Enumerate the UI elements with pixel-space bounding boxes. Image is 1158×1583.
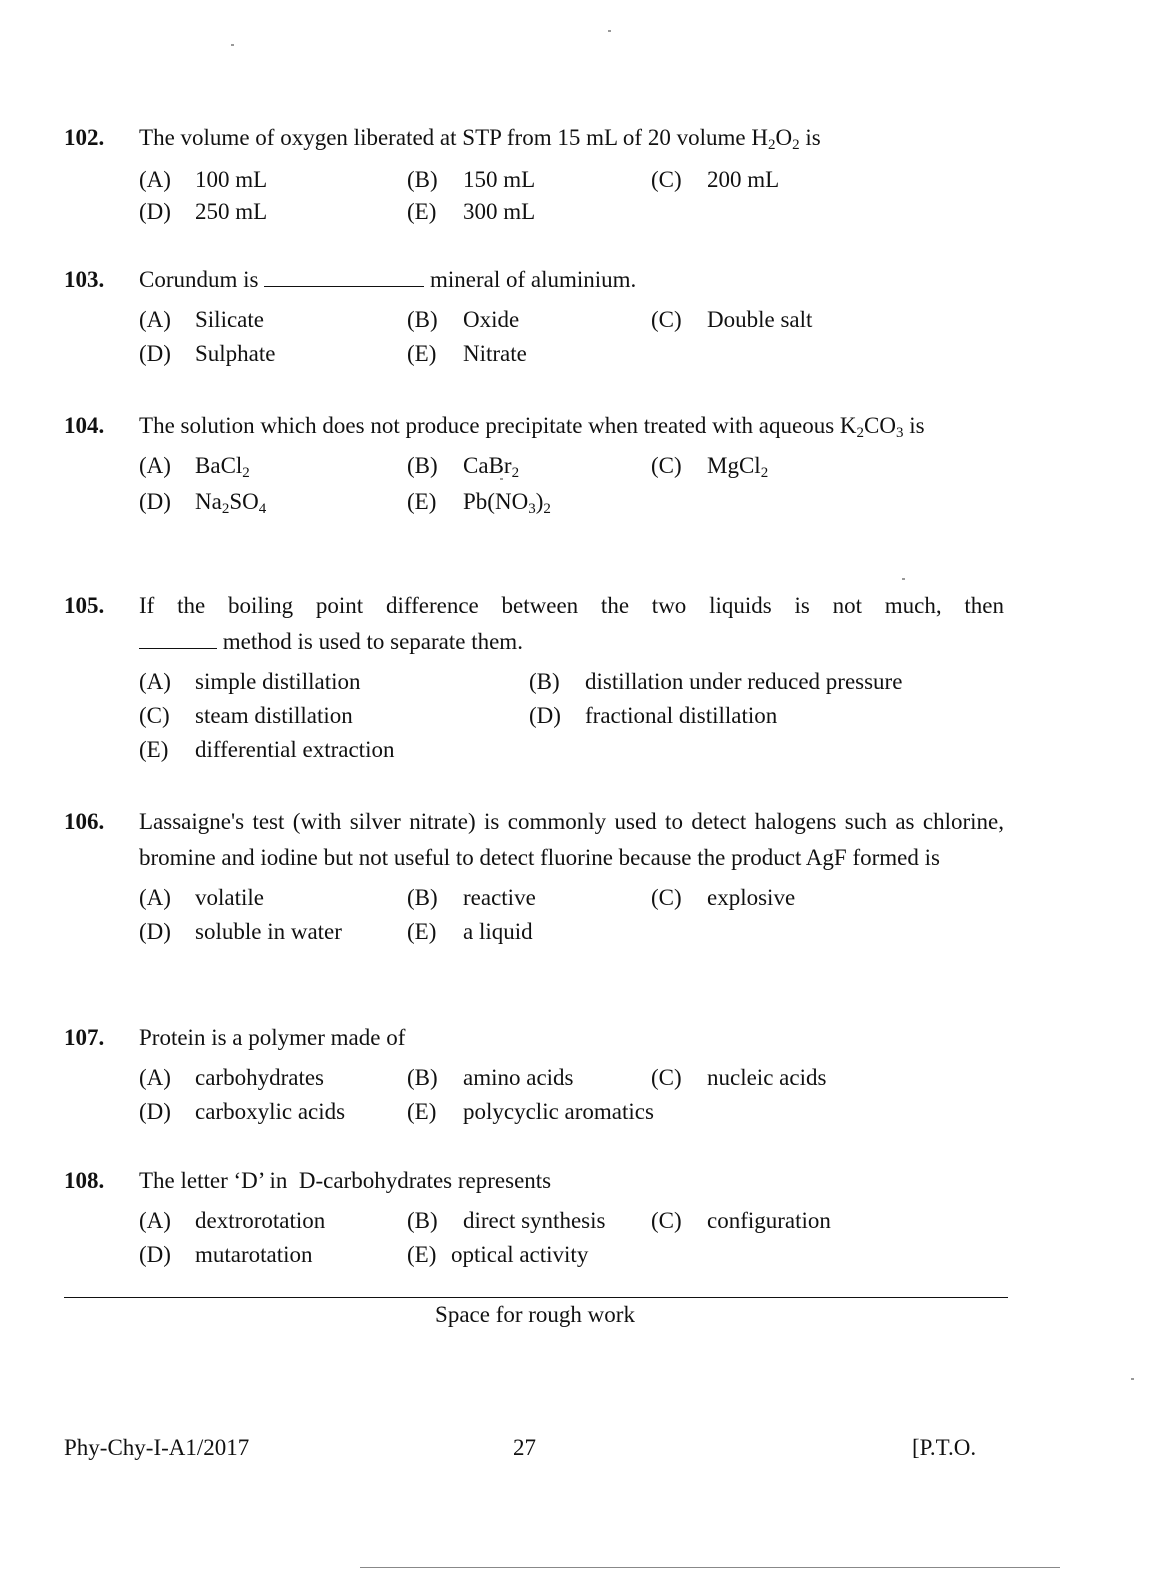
options-row [139, 1060, 1004, 1096]
options-row [139, 194, 1004, 230]
question-number: 104. [64, 413, 105, 438]
option-c[interactable]: (C) configuration [651, 1208, 831, 1233]
question-107 [64, 1020, 1004, 1130]
question-number: 106. [64, 809, 105, 834]
option-e[interactable]: (E) differential extraction [139, 737, 395, 762]
options-row [139, 162, 1004, 198]
options-row [139, 336, 1004, 372]
question-number: 103. [64, 267, 105, 292]
option-c[interactable]: (C) MgCl$_2$ [651, 453, 769, 481]
option-d[interactable]: (D) carboxylic acids [139, 1099, 346, 1124]
option-e[interactable]: (E) optical activity [407, 1242, 589, 1267]
scan-speck [608, 30, 611, 32]
question-text: The volume of oxygen liberated at STP from 15 mL of 20 volume $H_2O_2$ is [139, 125, 821, 153]
option-c[interactable]: (C) steam distillation [139, 703, 353, 728]
question-text: Lassaigne's test (with silver nitrate) is commonly used to detect halogens such as chlorine, bromine and iodine but not useful to detect fluorine because the product AgF formed is [139, 809, 1004, 870]
option-c[interactable]: (C) nucleic acids [651, 1065, 827, 1090]
question-104 [64, 408, 1004, 520]
option-a[interactable]: (A) carbohydrates [139, 1065, 324, 1090]
question-text: Corundum is mineral of aluminium. [139, 267, 637, 292]
option-e[interactable]: (E) $Pb(NO_3)_2$ [407, 489, 551, 517]
question-number: 107. [64, 1025, 105, 1050]
rough-work-label: Space for rough work [435, 1302, 635, 1327]
option-d[interactable]: (D) soluble in water [139, 919, 342, 944]
question-105 [64, 588, 1004, 768]
option-a[interactable]: (A) 100 mL [139, 167, 268, 192]
option-a[interactable]: (A) Silicate [139, 307, 264, 332]
option-b[interactable]: (B) amino acids [407, 1065, 574, 1090]
question-108 [64, 1163, 1004, 1273]
question-number: 105. [64, 593, 105, 618]
option-d[interactable]: (D) $Na_2SO_4$ [139, 489, 267, 517]
question-number: 102. [64, 125, 105, 150]
question-text: If the boiling point difference between the two liquids is not much, then method is used to separate them. [139, 593, 1004, 654]
paper-code: Phy-Chy-I-A1/2017 [64, 1435, 250, 1460]
option-e[interactable]: (E) polycyclic aromatics [407, 1099, 654, 1124]
option-d[interactable]: (D) 250 mL [139, 199, 268, 224]
option-a[interactable]: (A) volatile [139, 885, 264, 910]
option-b[interactable]: (B) reactive [407, 885, 536, 910]
options-row [139, 448, 1004, 484]
question-number: 108. [64, 1168, 105, 1193]
scan-speck [231, 44, 234, 46]
option-e[interactable]: (E) 300 mL [407, 199, 536, 224]
options-row [139, 484, 1004, 520]
rough-work-divider [64, 1297, 1008, 1298]
question-103 [64, 262, 1004, 372]
option-a[interactable]: (A) simple distillation [139, 669, 361, 694]
option-c[interactable]: (C) 200 mL [651, 167, 780, 192]
option-d[interactable]: (D) fractional distillation [529, 703, 778, 728]
question-text: Protein is a polymer made of [139, 1025, 406, 1050]
option-a[interactable]: (A) BaCl$_2$ [139, 453, 250, 481]
option-c[interactable]: (C) Double salt [651, 307, 813, 332]
options-row [139, 664, 1004, 700]
options-row [139, 1203, 1004, 1239]
options-row [139, 698, 1004, 734]
page-number: 27 [513, 1435, 536, 1460]
fill-in-blank [264, 266, 424, 287]
pto-label: [P.T.O. [912, 1435, 977, 1460]
question-102 [64, 120, 1004, 230]
options-row [139, 302, 1004, 338]
option-c[interactable]: (C) explosive [651, 885, 796, 910]
scan-speck [500, 478, 503, 480]
scan-speck [902, 578, 905, 580]
option-d[interactable]: (D) Sulphate [139, 341, 276, 366]
option-b[interactable]: (B) Oxide [407, 307, 520, 332]
option-a[interactable]: (A) dextrorotation [139, 1208, 326, 1233]
options-row [139, 914, 1004, 950]
option-d[interactable]: (D) mutarotation [139, 1242, 313, 1267]
options-row [139, 1094, 1004, 1130]
option-b[interactable]: (B) CaBr$_2$ [407, 453, 520, 481]
question-text: The solution which does not produce precipitate when treated with aqueous $K_2CO_3$ is [139, 413, 925, 441]
options-row [139, 1237, 1004, 1273]
fill-in-blank [139, 628, 217, 649]
question-text: The letter ‘D’ in D-carbohydrates represents [139, 1168, 552, 1193]
option-b[interactable]: (B) 150 mL [407, 167, 536, 192]
scan-speck [1131, 1378, 1134, 1380]
question-106 [64, 804, 1004, 950]
option-b[interactable]: (B) distillation under reduced pressure [529, 669, 903, 694]
option-e[interactable]: (E) a liquid [407, 919, 533, 944]
scan-edge-line [360, 1567, 1060, 1568]
options-row [139, 732, 1004, 768]
option-b[interactable]: (B) direct synthesis [407, 1208, 606, 1233]
option-e[interactable]: (E) Nitrate [407, 341, 527, 366]
options-row [139, 880, 1004, 916]
